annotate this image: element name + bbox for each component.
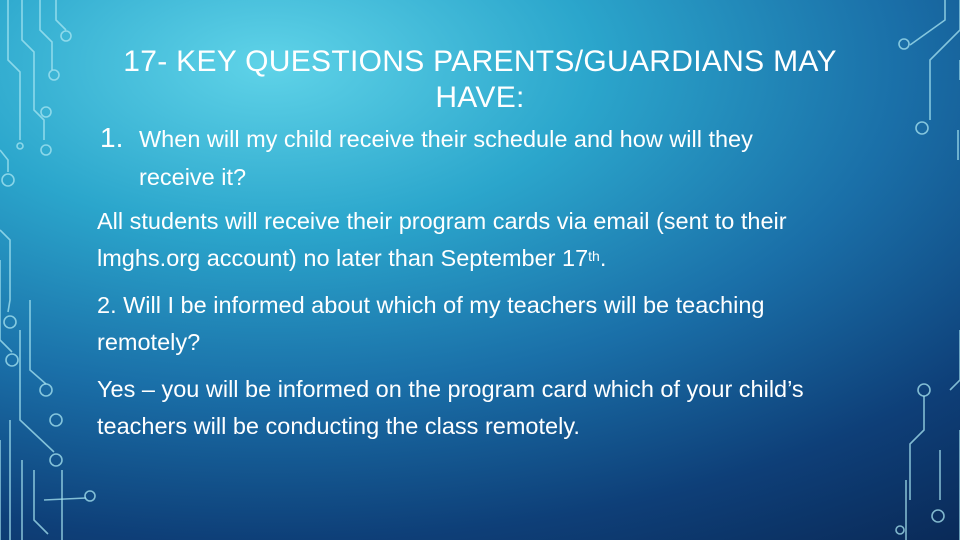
answer-2: Yes – you will be informed on the program card which of your child’s teachers will be conducting the class remotely. [97, 376, 804, 439]
answer-1 [97, 203, 877, 277]
answer-1-period: . [599, 245, 607, 271]
answer-1-superscript: th [588, 248, 600, 264]
question-1-number: 1. [100, 122, 124, 153]
question-2: 2. Will I be informed about which of my teachers will be teaching remotely? [97, 292, 765, 355]
question-1-text: When will my child receive their schedule and how will they receive it? [139, 126, 753, 190]
slide-title: 17- KEY QUESTIONS PARENTS/GUARDIANS MAY HAVE: [123, 45, 837, 114]
answer-1-text: All students will receive their program cards via email (sent to their lmghs.org account) no later than September 17 [97, 208, 787, 271]
